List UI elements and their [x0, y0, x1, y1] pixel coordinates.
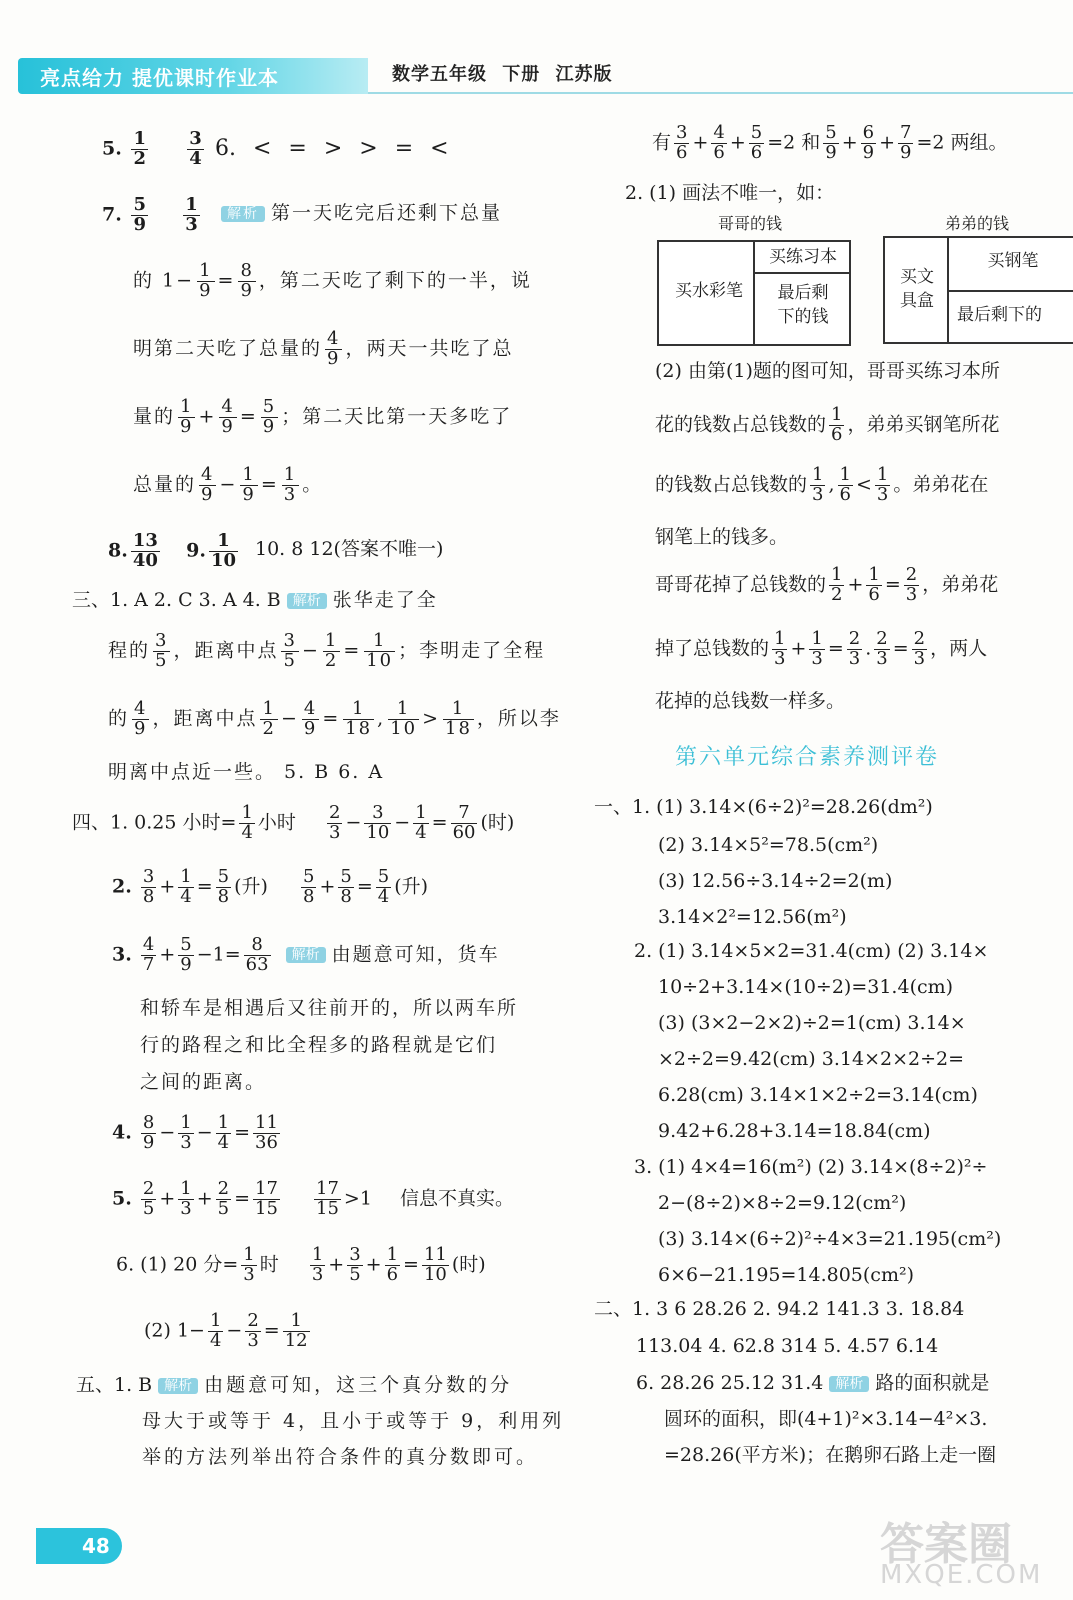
q7-analysis-5: 总量的 $\frac{4}{9}$ − $\frac{1}{9}$ = $\frac{1}{3}$ 。 — [133, 464, 324, 505]
section5-line2: 母大于或等于 4，且小于或等于 9，利用列 — [142, 1410, 565, 1432]
analysis-tag: 解析 — [221, 206, 265, 222]
brother-watercolor-cell: 买水彩笔 — [675, 281, 743, 301]
unit6-line2: (2) 3.14×5²=78.5(cm²) — [658, 834, 879, 856]
unit6-line9: 6.28(cm) 3.14×1×2÷2=3.14(cm) — [658, 1084, 978, 1106]
fraction: $\frac{5}{9}$ — [133, 194, 146, 235]
unit6-line4: 3.14×2²=12.56(m²) — [658, 906, 847, 928]
younger-pencil-box-cell: 买文 具盒 — [900, 267, 934, 311]
unit6-line8: ×2÷2=9.42(cm) 3.14×2×2÷2= — [658, 1048, 965, 1070]
q7-line: 7. $\frac{5}{9}$ $\frac{1}{3}$ — [102, 194, 198, 235]
right-line6: 钢笔上的钱多。 — [655, 526, 789, 548]
right-line3: (2) 由第(1)题的图可知，哥哥买练习本所 — [655, 360, 1000, 382]
unit6-line5: 2. (1) 3.14×5×2=31.4(cm) (2) 3.14× — [634, 940, 989, 962]
unit6-part2-line3: 6. 28.26 25.12 31.4 解析 路的面积就是 — [636, 1372, 990, 1394]
brother-money-label: 哥哥的钱 — [718, 214, 783, 233]
right-line1: 有 $\frac{3}{6}$ + $\frac{4}{6}$ + $\frac{5}{6}$ =2 和 $\frac{5}{9}$ + $\frac{6}{9}$ + $\frac{7}{9}$ =2 两组。 — [652, 122, 1008, 163]
fraction: $\frac{1}{3}$ — [185, 194, 198, 235]
right-line4: 花的钱数占总钱数的 $\frac{1}{6}$ ，弟弟买钢笔所花 — [655, 404, 1000, 445]
section4-q4: 4. $\frac{8}{9}$ − $\frac{1}{3}$ − $\frac{1}{4}$ = $\frac{11}{36}$ — [112, 1112, 278, 1153]
section3-head: 三、1. A 2. C 3. A 4. B 解析 张华走了全 — [72, 589, 438, 611]
younger-pen-cell: 买钢笔 — [987, 251, 1039, 271]
section3-line4: 明离中点近一些。 5. B 6. A — [108, 761, 385, 783]
unit6-part2-line2: 113.04 4. 62.8 314 5. 4.57 6.14 — [636, 1335, 939, 1357]
unit6-line14: 6×6−21.195=14.805(cm²) — [658, 1264, 914, 1286]
section4-q5: 5. $\frac{2}{5}$ + $\frac{1}{3}$ + $\frac{2}{5}$ = $\frac{17}{15}$ $\frac{17}{15}$ >1 信息不真实。 — [112, 1178, 515, 1219]
unit6-line3: (3) 12.56÷3.14÷2=2(m) — [658, 870, 893, 892]
header-divider — [368, 92, 1073, 94]
unit6-line12: 2−(8÷2)×8÷2=9.12(cm²) — [658, 1192, 907, 1214]
page-number-badge — [36, 1528, 122, 1564]
right-line9: 花掉的总钱数一样多。 — [655, 690, 846, 712]
q7-analysis-4: 量的 $\frac{1}{9}$ + $\frac{4}{9}$ = $\frac{5}{9}$ ；第二天比第一天多吃了 — [133, 396, 513, 437]
unit6-part2-line4: 圆环的面积，即(4+1)²×3.14−4²×3. — [664, 1408, 988, 1430]
section4-q6-2: (2) 1− $\frac{1}{4}$ − $\frac{2}{3}$ = $\frac{1}{12}$ — [144, 1310, 308, 1351]
section3-line2: 程的 $\frac{3}{5}$ ，距离中点 $\frac{3}{5}$ − $\frac{1}{2}$ = $\frac{1}{10}$ ；李明走了全程 — [108, 630, 546, 671]
book-subject: 数学五年级 下册 江苏版 — [392, 64, 613, 85]
right-line7: 哥哥花掉了总钱数的 $\frac{1}{2}$ + $\frac{1}{6}$ = $\frac{2}{3}$ ，弟弟花 — [655, 564, 999, 605]
brother-money-diagram — [657, 240, 851, 346]
unit6-line13: (3) 3.14×(6÷2)²÷4×3=21.195(cm²) — [658, 1228, 1002, 1250]
section5-line1: 五、1. B 解析 由题意可知，这三个真分数的分 — [76, 1374, 513, 1396]
section4-q3-l4: 之间的距离。 — [140, 1071, 267, 1093]
q8-q10-line: 8. $\frac{13}{40}$ 9. $\frac{1}{10}$ — [108, 530, 237, 571]
section4-q3: 3. $\frac{4}{7}$ + $\frac{5}{9}$ −1= $\frac{8}{63}$ 解析 由题意可知，货车 — [112, 934, 500, 975]
right-line5: 的钱数占总钱数的 $\frac{1}{3}$ , $\frac{1}{6}$ < $\frac{1}{3}$ 。弟弟花在 — [655, 464, 989, 505]
brother-remaining-cell: 最后剩 下的钱 — [777, 283, 829, 327]
q7-analysis-3: 明第二天吃了总量的 $\frac{4}{9}$ ，两天一共吃了总 — [133, 328, 514, 369]
q7-analysis-2: 的 1− $\frac{1}{9}$ = $\frac{8}{9}$ ，第二天吃了剩下的一半，说 — [133, 260, 532, 301]
q10-answer: 10. 8 12(答案不唯一) — [255, 538, 444, 560]
fraction: $\frac{1}{2}$ — [133, 128, 146, 169]
section4-line1: 四、1. 0.25 小时= $\frac{1}{4}$ 小时 $\frac{2}{3}$ − $\frac{3}{10}$ − $\frac{1}{4}$ = $\frac{7}{60}$ (时) — [72, 802, 515, 843]
unit6-part2-line1: 二、1. 3 6 28.26 2. 94.2 141.3 3. 18.84 — [594, 1298, 965, 1320]
section4-q3-l2: 和轿车是相遇后又往前开的，所以两车所 — [140, 997, 519, 1019]
younger-remaining-cell: 最后剩下的 — [957, 305, 1042, 325]
unit6-part2-line5: =28.26(平方米)；在鹅卵石路上走一圈 — [664, 1444, 997, 1466]
q5-line: 5. $\frac{1}{2}$ $\frac{3}{4}$ — [102, 128, 202, 169]
unit6-line1: 一、1. (1) 3.14×(6÷2)²=28.26(dm²) — [594, 796, 933, 818]
section3-line3: 的 $\frac{4}{9}$ ，距离中点 $\frac{1}{2}$ − $\frac{4}{9}$ = $\frac{1}{18}$ , $\frac{1}{10}$ > $\frac{1}{18}$ ，所以李 — [108, 698, 561, 739]
unit6-line6: 10÷2+3.14×(10÷2)=31.4(cm) — [658, 976, 954, 998]
unit6-line7: (3) (3×2−2×2)÷2=1(cm) 3.14× — [658, 1012, 966, 1034]
watermark-url: MXQE.COM — [880, 1560, 1043, 1590]
unit6-test-title: 第六单元综合素养测评卷 — [675, 745, 940, 770]
section4-q3-l3: 行的路程之和比全程多的路程就是它们 — [140, 1034, 498, 1056]
section4-q6-1: 6. (1) 20 分= $\frac{1}{3}$ 时 $\frac{1}{3}$ + $\frac{3}{5}$ + $\frac{1}{6}$ = $\frac{11}{10}$ (时) — [116, 1244, 486, 1285]
section4-q2: 2. $\frac{3}{8}$ + $\frac{1}{4}$ = $\frac{5}{8}$ (升) $\frac{5}{8}$ + $\frac{5}{8}$ = $\frac{5}{4}$ (升) — [112, 866, 429, 907]
right-line8: 掉了总钱数的 $\frac{1}{3}$ + $\frac{1}{3}$ = $\frac{2}{3}$ . $\frac{2}{3}$ = $\frac{2}{3}$ ，两人 — [655, 628, 988, 669]
unit6-line11: 3. (1) 4×4=16(m²) (2) 3.14×(8÷2)²÷ — [634, 1156, 988, 1178]
brother-exercise-book-cell: 买练习本 — [769, 247, 837, 267]
younger-money-label: 弟弟的钱 — [945, 214, 1010, 233]
watermark-logo: 答案圈 — [880, 1519, 1012, 1570]
younger-money-diagram — [883, 236, 1073, 344]
right-q2-head: 2. (1) 画法不唯一，如： — [625, 182, 835, 204]
unit6-line10: 9.42+6.28+3.14=18.84(cm) — [658, 1120, 931, 1142]
q7-analysis-1: 解析 第一天吃完后还剩下总量 — [215, 204, 502, 223]
page-number: 48 — [82, 1534, 110, 1558]
fraction: $\frac{3}{4}$ — [189, 128, 202, 169]
q6-answers: 6. < = > > = < — [215, 136, 449, 161]
brand-title: 亮点给力 提优课时作业本 — [40, 66, 279, 90]
section5-line3: 举的方法列举出符合条件的真分数即可。 — [142, 1446, 539, 1468]
